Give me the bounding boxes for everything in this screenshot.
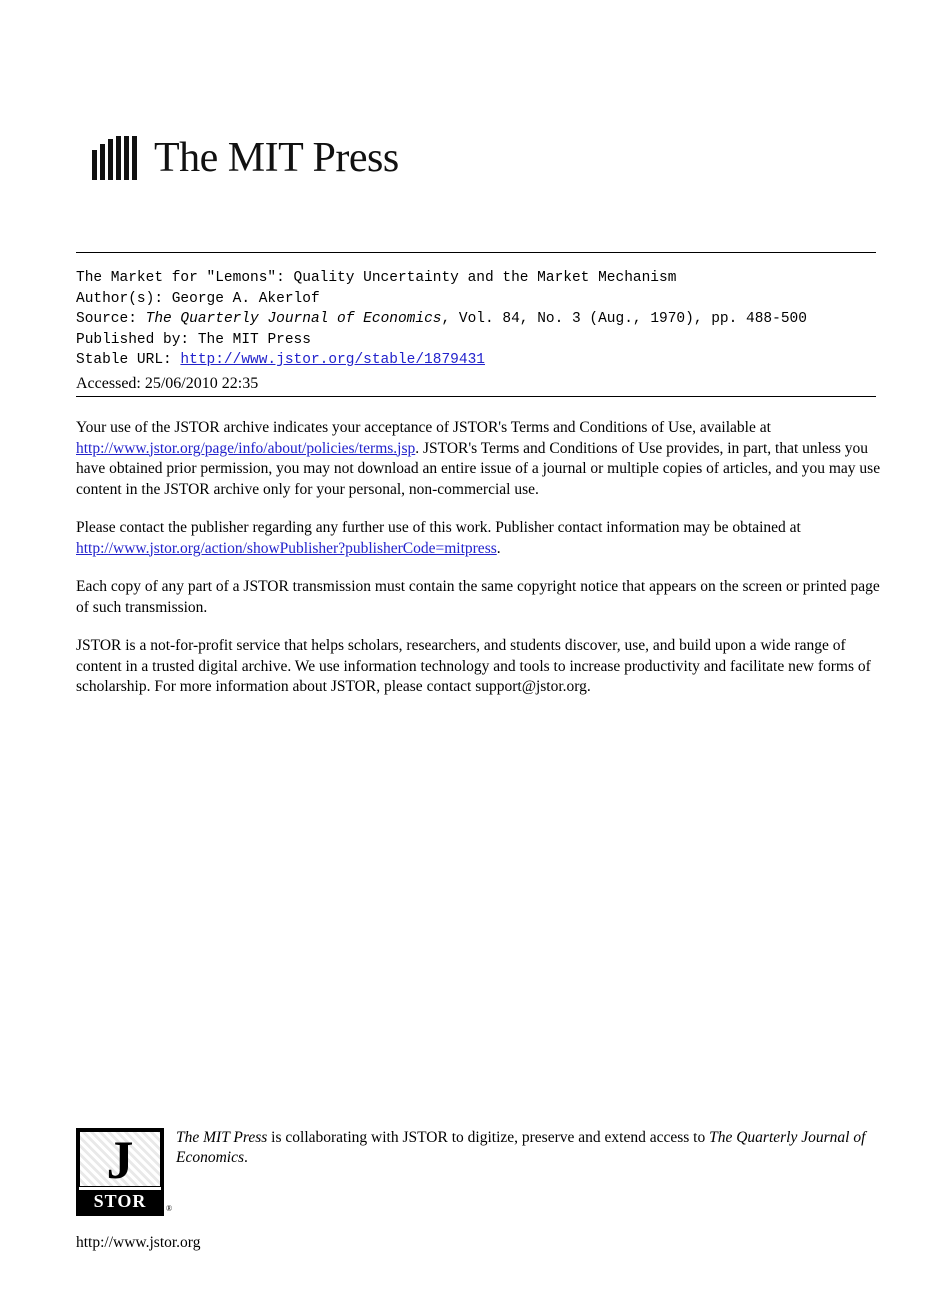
publisher-contact-link[interactable]: http://www.jstor.org/action/showPublisher?publisherCode=mitpress bbox=[76, 539, 497, 557]
collaboration-note bbox=[176, 1128, 882, 1168]
published-by-label: Published by: bbox=[76, 331, 190, 348]
divider-middle bbox=[76, 396, 876, 397]
published-by-value: The MIT Press bbox=[197, 331, 311, 348]
source-rest: , Vol. 84, No. 3 (Aug., 1970), pp. 488-500 bbox=[441, 311, 807, 327]
article-authors bbox=[76, 289, 886, 310]
source-label: Source: bbox=[76, 311, 137, 327]
jstor-logo-word: STOR bbox=[79, 1190, 161, 1213]
mit-press-bars-icon bbox=[92, 136, 140, 180]
terms-paragraph-4: JSTOR is a not-for-profit service that helps scholars, researchers, and students discover, use, and build upon a wide range of content in a trusted digital archive. We use information technology and tools to increase productivity and facilitate new forms of scholarship. For more information about JSTOR, please contact support@jstor.org. bbox=[76, 637, 871, 695]
accessed-label: Accessed: bbox=[76, 374, 141, 392]
citation-block bbox=[76, 268, 886, 395]
jstor-url[interactable]: http://www.jstor.org bbox=[76, 1234, 201, 1251]
authors-label: Author(s): bbox=[76, 290, 164, 307]
article-source bbox=[76, 309, 886, 330]
stable-url-label: Stable URL: bbox=[76, 352, 172, 368]
article-stable-url bbox=[76, 350, 886, 371]
collaboration-publisher: The MIT Press bbox=[176, 1129, 268, 1146]
terms-paragraph-1 bbox=[76, 418, 882, 500]
stable-url-link[interactable]: http://www.jstor.org/stable/1879431 bbox=[180, 352, 485, 368]
article-accessed bbox=[76, 371, 886, 395]
terms-p2-before: Please contact the publisher regarding any further use of this work. Publisher contact information may be obtained at bbox=[76, 519, 801, 536]
terms-paragraph-3: Each copy of any part of a JSTOR transmission must contain the same copyright notice that appears on the screen or printed page of such transmission. bbox=[76, 578, 880, 616]
publisher-logo bbox=[92, 128, 399, 188]
terms-policy-link[interactable]: http://www.jstor.org/page/info/about/policies/terms.jsp bbox=[76, 439, 416, 457]
accessed-value: 25/06/2010 22:35 bbox=[144, 374, 259, 392]
jstor-logo-letter: J bbox=[106, 1130, 134, 1190]
source-journal: The Quarterly Journal of Economics bbox=[145, 311, 442, 327]
terms-p2-after: . bbox=[496, 539, 501, 557]
collaboration-journal: The Quarterly Journal of Economics bbox=[176, 1129, 866, 1166]
article-title: The Market for "Lemons": Quality Uncertainty and the Market Mechanism bbox=[76, 270, 677, 286]
registered-mark: ® bbox=[166, 1204, 173, 1213]
collaboration-end: . bbox=[244, 1149, 248, 1166]
terms-block bbox=[76, 418, 882, 716]
terms-paragraph-2 bbox=[76, 518, 882, 559]
authors-value: George A. Akerlof bbox=[171, 290, 320, 307]
jstor-logo-icon bbox=[76, 1128, 164, 1216]
terms-p1-after: . JSTOR's Terms and Conditions of Use provides, in part, that unless you have obtained prior permission, you may not download an entire issue of a journal or multiple copies of articles, and you may use content in the JSTOR archive only for your personal, non-commercial use. bbox=[76, 439, 881, 498]
article-publisher bbox=[76, 330, 886, 351]
publisher-logo-text: The MIT Press bbox=[154, 135, 399, 181]
collaboration-middle: is collaborating with JSTOR to digitize, preserve and extend access to bbox=[267, 1129, 710, 1146]
divider-top bbox=[76, 252, 876, 253]
terms-p1-before: Your use of the JSTOR archive indicates your acceptance of JSTOR's Terms and Conditions of Use, available at bbox=[76, 419, 771, 436]
